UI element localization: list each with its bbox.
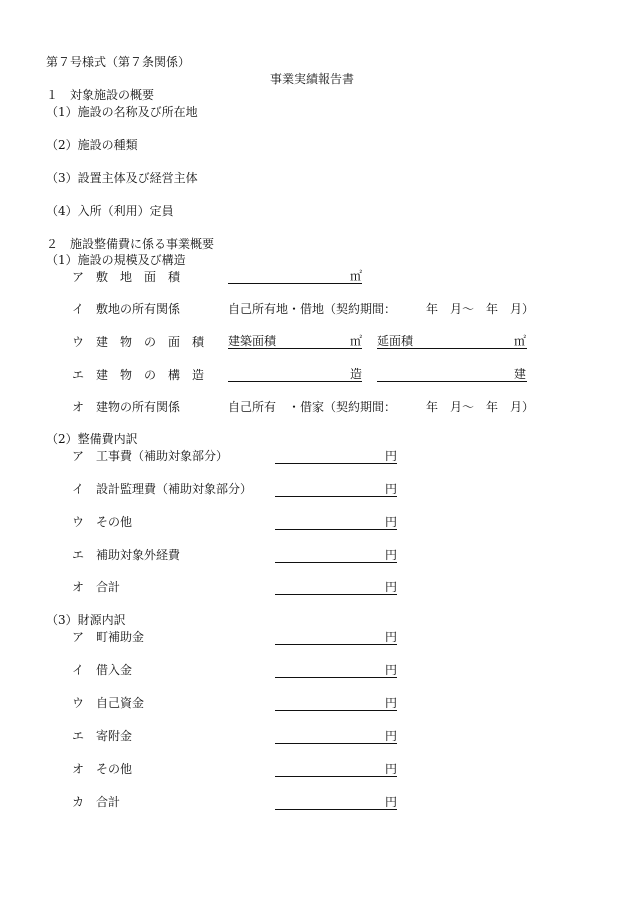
- site-area-label: ア 敷 地 面 積: [72, 270, 181, 284]
- site-ownership-value: 自己所有地・借地（契約期間： 年 月～ 年 月）: [228, 302, 535, 316]
- funding-row-unit: 円: [385, 630, 398, 644]
- site-area-field[interactable]: [228, 283, 362, 284]
- cost-row-label: ウ その他: [72, 515, 133, 529]
- section1-item-facility-type: （2）施設の種類: [46, 138, 138, 152]
- funding-row-label: エ 寄附金: [72, 729, 133, 743]
- cost-row-label: オ 合計: [72, 580, 121, 594]
- building-footprint-field[interactable]: [228, 348, 362, 349]
- funding-row-unit: 円: [385, 795, 398, 809]
- building-structure-type-field[interactable]: [228, 381, 362, 382]
- document-title: 事業実績報告書: [270, 72, 355, 86]
- cost-row-unit: 円: [385, 449, 398, 463]
- cost-row-field[interactable]: [275, 496, 397, 497]
- funding-row-unit: 円: [385, 696, 398, 710]
- funding-row-field[interactable]: [275, 743, 397, 744]
- cost-row-field[interactable]: [275, 562, 397, 563]
- funding-row-unit: 円: [385, 762, 398, 776]
- funding-row-field[interactable]: [275, 809, 397, 810]
- funding-row-label: ア 町補助金: [72, 630, 145, 644]
- section2-heading: ２ 施設整備費に係る事業概要: [46, 237, 215, 251]
- site-ownership-label: イ 敷地の所有関係: [72, 302, 181, 316]
- building-ownership-label: オ 建物の所有関係: [72, 400, 181, 414]
- building-floors-unit: 建: [514, 367, 527, 381]
- total-floor-area-label: 延面積: [377, 334, 414, 348]
- funding-row-label: オ その他: [72, 762, 133, 776]
- cost-row-unit: 円: [385, 580, 398, 594]
- section1-item-capacity: （4）入所（利用）定員: [46, 204, 174, 218]
- cost-row-label: ア 工事費（補助対象部分）: [72, 449, 229, 463]
- cost-row-field[interactable]: [275, 529, 397, 530]
- section1-item-name-location: （1）施設の名称及び所在地: [46, 105, 198, 119]
- building-ownership-value: 自己所有 ・借家（契約期間： 年 月～ 年 月）: [228, 400, 535, 414]
- total-floor-area-field[interactable]: [377, 348, 527, 349]
- cost-row-label: イ 設計監理費（補助対象部分）: [72, 482, 253, 496]
- building-floors-field[interactable]: [377, 381, 527, 382]
- funding-row-label: イ 借入金: [72, 663, 133, 677]
- cost-row-unit: 円: [385, 548, 398, 562]
- cost-row-field[interactable]: [275, 463, 397, 464]
- funding-row-label: カ 合計: [72, 795, 121, 809]
- cost-row-unit: 円: [385, 515, 398, 529]
- funding-row-label: ウ 自己資金: [72, 696, 145, 710]
- funding-row-field[interactable]: [275, 776, 397, 777]
- part1-heading: （1）施設の規模及び構造: [46, 253, 186, 267]
- form-number: 第７号様式（第７条関係）: [46, 55, 191, 69]
- funding-row-unit: 円: [385, 729, 398, 743]
- section1-heading: １ 対象施設の概要: [46, 88, 155, 102]
- funding-row-field[interactable]: [275, 644, 397, 645]
- cost-row-unit: 円: [385, 482, 398, 496]
- funding-row-field[interactable]: [275, 710, 397, 711]
- cost-row-field[interactable]: [275, 594, 397, 595]
- section1-item-operator: （3）設置主体及び経営主体: [46, 171, 198, 185]
- site-area-unit: ㎡: [350, 269, 363, 283]
- funding-row-unit: 円: [385, 663, 398, 677]
- building-footprint-unit: ㎡: [350, 334, 363, 348]
- building-footprint-label: 建築面積: [228, 334, 277, 348]
- cost-row-label: エ 補助対象外経費: [72, 548, 181, 562]
- part3-heading: （3）財源内訳: [46, 613, 126, 627]
- part2-heading: （2）整備費内訳: [46, 432, 138, 446]
- building-area-label: ウ 建 物 の 面 積: [72, 335, 205, 349]
- building-structure-type-unit: 造: [350, 367, 363, 381]
- total-floor-area-unit: ㎡: [514, 334, 527, 348]
- funding-row-field[interactable]: [275, 677, 397, 678]
- building-structure-label: エ 建 物 の 構 造: [72, 368, 205, 382]
